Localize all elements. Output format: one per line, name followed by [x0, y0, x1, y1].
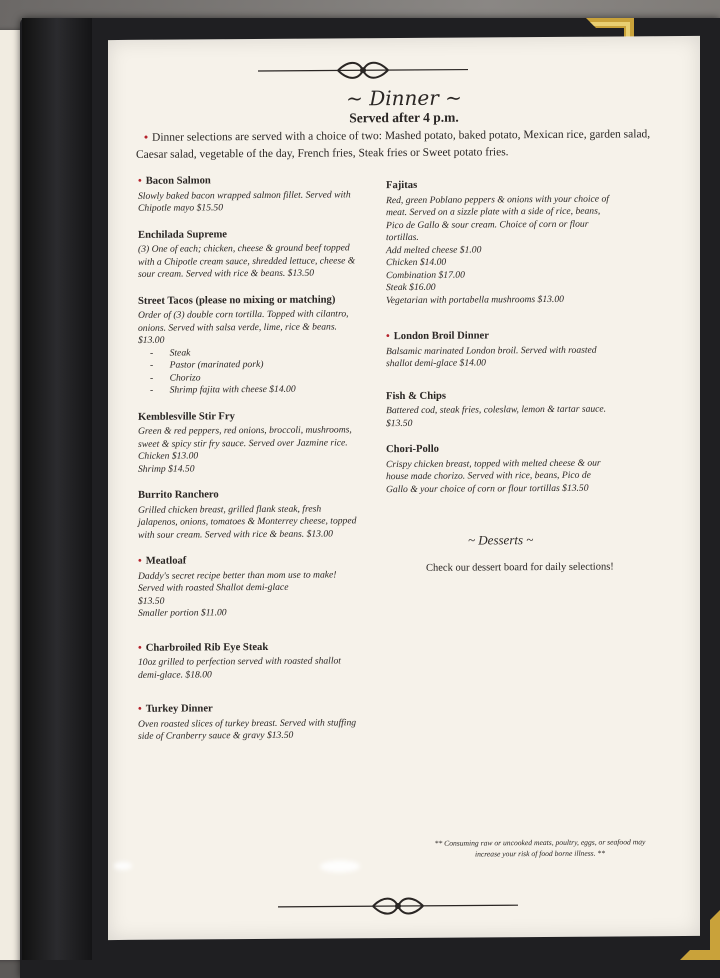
description-line: with sour cream. Served with rice & beans. $13.00: [138, 527, 333, 541]
bullet-icon: •: [386, 331, 390, 343]
menu-item-description: [386, 457, 636, 496]
option-item: - Shrimp fajita with cheese $14.00: [150, 383, 378, 397]
food-disclaimer: [416, 836, 664, 860]
description-line: meat. Served on a sizzle plate with a side of rice, beans,: [386, 205, 601, 219]
light-glare: [320, 860, 360, 872]
description-line: shallot demi-glace $14.00: [386, 357, 486, 370]
description-line: Chipotle mayo $15.50: [138, 202, 224, 214]
description-line: jalapenos, onions, tomatoes & Monterrey cheese, topped: [138, 515, 357, 528]
description-line: Pico de Gallo & sour cream. Choice of corn or flour: [386, 218, 589, 231]
description-line: $13.00: [138, 334, 165, 346]
disclaimer-line: increase your risk of food borne illness. **: [474, 848, 606, 859]
menu-item-name: [138, 410, 378, 424]
description-line: Served with roasted Shallot demi-glace: [138, 581, 289, 594]
menu-item-description: [386, 403, 636, 430]
menu-item-title: London Broil Dinner: [393, 330, 489, 343]
menu-item-name: [138, 294, 378, 308]
menu-item-description: [386, 193, 636, 307]
description-line: house made chorizo. Served with rice, beans, Pico de: [386, 469, 591, 483]
description-line: Green & red peppers, red onions, broccoli, mushrooms,: [138, 424, 352, 437]
menu-item-name: [386, 389, 636, 403]
menu-item-description: [138, 424, 378, 476]
menu-item-description: [138, 308, 378, 347]
description-line: Shrimp $14.50: [138, 462, 195, 475]
description-line: onions. Served with salsa verde, lime, rice & beans.: [138, 320, 337, 334]
description-line: Slowly baked bacon wrapped salmon fillet. Served with: [138, 188, 351, 202]
description-line: Battered cod, steak fries, coleslaw, lemon & tartar sauce.: [386, 403, 607, 417]
menu-item: [386, 178, 636, 307]
menu-subtitle: Served after 4 p.m.: [349, 109, 459, 126]
menu-title: ~ Dinner ~: [346, 85, 462, 111]
description-line: (3) One of each; chicken, cheese & ground beef topped: [138, 242, 350, 255]
menu-item: [138, 228, 378, 282]
description-line: $13.50: [386, 417, 413, 429]
description-line: Steak $16.00: [386, 281, 436, 294]
menu-page: [108, 36, 700, 940]
bullet-icon: •: [138, 642, 142, 654]
description-line: Red, green Poblano peppers & onions with your choice of: [386, 193, 609, 206]
menu-item: [138, 488, 378, 542]
description-line: Grilled chicken breast, grilled flank steak, fresh: [138, 503, 322, 516]
bullet-icon: •: [138, 555, 142, 567]
menu-item: [138, 702, 378, 743]
menu-item-title: Fajitas: [386, 179, 418, 192]
menu-item-description: [138, 717, 378, 744]
description-line: Vegetarian with portabella mushrooms $13.00: [386, 293, 564, 306]
menu-item-name: [138, 702, 378, 716]
desserts-text: Check our dessert board for daily selections!: [426, 561, 614, 574]
menu-item: [386, 329, 636, 370]
description-line: Crispy chicken breast, topped with melted cheese & our: [386, 457, 601, 470]
menu-item-name: [386, 442, 636, 456]
intro-text: Dinner selections are served with a choice of two: Mashed potato, baked potato, Mexican rice, garden salad, Caesar salad, vegetable of the day, French fries, Steak fries or Sweet potato fries.: [136, 128, 651, 161]
description-line: Order of (3) double corn tortilla. Topped with cilantro,: [138, 308, 349, 321]
bottom-flourish-icon: [278, 895, 518, 917]
menu-item-title: Bacon Salmon: [145, 175, 211, 187]
description-line: Oven roasted slices of turkey breast. Served with stuffing: [138, 716, 357, 730]
description-line: Balsamic marinated London broil. Served with roasted: [386, 344, 597, 357]
description-line: with a Chipotle cream sauce, shredded lettuce, cheese &: [138, 254, 356, 268]
bullet-icon: •: [138, 175, 142, 187]
menu-item: [138, 174, 378, 215]
menu-item-description: [386, 344, 636, 371]
menu-item-description: [138, 189, 378, 216]
menu-item-title: Meatloaf: [145, 555, 187, 567]
option-list: [138, 346, 378, 398]
light-glare: [114, 862, 132, 870]
top-flourish-icon: [258, 60, 468, 81]
binder-spine: [22, 18, 92, 960]
menu-item-title: Charbroiled Rib Eye Steak: [145, 641, 269, 654]
menu-item-name: [138, 174, 378, 188]
menu-intro: [136, 126, 684, 164]
menu-item-title: Burrito Ranchero: [138, 489, 219, 501]
bullet-icon: •: [138, 703, 142, 715]
option-item: - Steak: [150, 346, 378, 360]
menu-item: [138, 410, 378, 476]
left-column: [138, 174, 378, 765]
menu-item: [138, 554, 378, 620]
menu-item-description: [138, 242, 378, 281]
menu-item-name: [386, 178, 636, 192]
menu-item-description: [138, 569, 378, 621]
description-line: Daddy's secret recipe better than mom use to make!: [138, 568, 337, 582]
menu-item-name: [138, 228, 378, 242]
menu-item-title: Kemblesville Stir Fry: [138, 410, 235, 423]
right-column: [386, 178, 636, 510]
bullet-icon: •: [144, 131, 149, 144]
menu-item-description: [138, 655, 378, 682]
menu-item-title: Fish & Chips: [386, 390, 447, 402]
description-line: Smaller portion $11.00: [138, 607, 227, 619]
menu-item: [138, 294, 378, 398]
description-line: demi-glace. $18.00: [138, 668, 212, 681]
menu-item-name: [138, 554, 378, 568]
menu-item-title: Street Tacos (please no mixing or matching): [138, 293, 336, 307]
option-item: - Pastor (marinated pork): [150, 358, 378, 372]
description-line: Combination $17.00: [386, 269, 465, 281]
menu-item-description: [138, 503, 378, 542]
description-line: Gallo & your choice of corn or flour tortillas $13.50: [386, 482, 589, 495]
menu-item-title: Turkey Dinner: [145, 703, 213, 715]
menu-item-name: [138, 488, 378, 502]
menu-item-title: Chori-Pollo: [386, 443, 439, 456]
description-line: sour cream. Served with rice & beans. $13.50: [138, 267, 315, 280]
menu-item: [138, 641, 378, 682]
description-line: 10oz grilled to perfection served with roasted shallot: [138, 655, 341, 668]
description-line: Add melted cheese $1.00: [386, 243, 482, 256]
menu-item: [386, 389, 636, 430]
menu-item-name: [138, 641, 378, 655]
option-item: - Chorizo: [150, 371, 378, 385]
menu-item-name: [386, 329, 636, 343]
desserts-title: ~ Desserts ~: [468, 532, 534, 548]
description-line: Chicken $14.00: [386, 256, 447, 269]
description-line: tortillas.: [386, 231, 419, 244]
disclaimer-line: ** Consuming raw or uncooked meats, poultry, eggs, or seafood may: [434, 837, 646, 848]
menu-item: [386, 442, 636, 496]
description-line: sweet & spicy stir fry sauce. Served over Jazmine rice.: [138, 436, 348, 450]
menu-item-title: Enchilada Supreme: [138, 228, 227, 241]
description-line: Chicken $13.00: [138, 450, 199, 462]
description-line: side of Cranberry sauce & gravy $13.50: [138, 729, 294, 742]
description-line: $13.50: [138, 595, 165, 607]
